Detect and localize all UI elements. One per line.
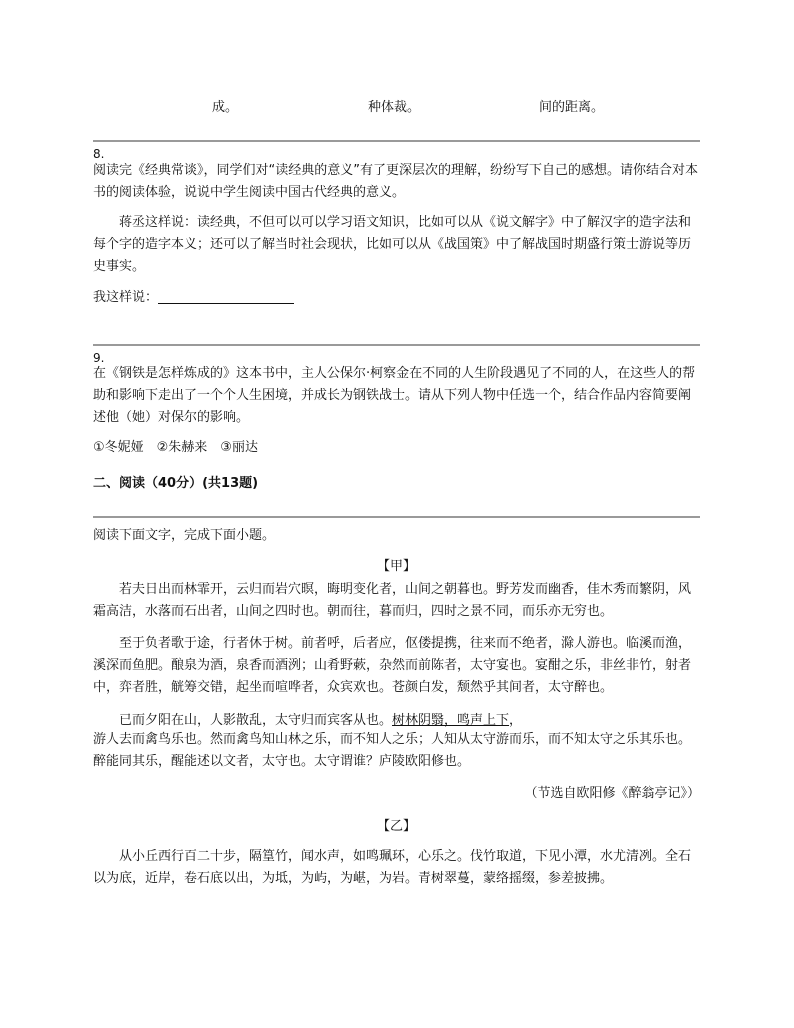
passage-jia-title: 【甲】 — [376, 559, 416, 574]
paragraph-3-comma: ， — [509, 713, 523, 728]
passage-jia-paragraph-3-rest: 游人去而禽鸟乐也。然而禽鸟知山林之乐，而不知人之乐；人知从太守游而乐，而不知太守之乐其乐也。醉能同其乐，醒能述以文者，太守也。太守谓谁？庐陵欧阳修也。 — [93, 732, 692, 769]
section-heading: 二、阅读（40分）(共13题) — [93, 476, 259, 491]
question-9-number: 9. — [93, 351, 105, 365]
passage-jia-paragraph-3-line-1 — [119, 709, 522, 728]
paragraph-3-start: 已而夕阳在山，人影散乱，太守归而宾客从也。 — [119, 713, 393, 728]
answer-label: 我这样说： — [93, 290, 159, 305]
passage-yi-paragraph-1: 从小丘西行百二十步，隔篁竹，闻水声，如鸣珮环，心乐之。伐竹取道，下见小潭，水尤清冽。全石以为底，近岸，卷石底以出，为坻，为屿，为嵁，为岩。青树翠蔓，蒙络摇缀，参差披拂。 — [93, 849, 692, 886]
divider — [93, 516, 700, 518]
reading-instruction: 阅读下面文字，完成下面小题。 — [93, 528, 276, 543]
top-fragment-2: 种体裁。 — [368, 100, 421, 115]
question-8-number: 8. — [93, 147, 105, 161]
answer-blank[interactable] — [158, 289, 294, 304]
divider — [93, 344, 700, 346]
question-9-options: ①冬妮娅 ②朱赫来 ③丽达 — [93, 440, 258, 455]
passage-yi-title: 【乙】 — [376, 819, 416, 834]
question-8-prompt: 阅读完《经典常谈》，同学们对“读经典的意义”有了更深层次的理解，纷纷写下自己的感想。请你结合对本书的阅读体验，说说中学生阅读中国古代经典的意义。 — [93, 163, 698, 200]
passage-jia-source: （节选自欧阳修《醉翁亭记》） — [524, 786, 700, 801]
top-fragment-1: 成。 — [212, 100, 239, 115]
top-fragment-3: 间的距离。 — [539, 100, 605, 115]
divider — [93, 140, 700, 142]
underlined-phrase: 树林阴翳，鸣声上下 — [392, 713, 510, 728]
question-9-prompt: 在《钢铁是怎样炼成的》这本书中，主人公保尔·柯察金在不同的人生阶段遇见了不同的人，在这些人的帮助和影响下走出了一个个人生困境，并成长为钢铁战士。请从下列人物中任选一个，结合作品内容简要阐述他（她）对保尔的影响。 — [93, 366, 696, 425]
question-8-example: 蒋丞这样说：读经典，不但可以可以学习语文知识，比如可以从《说文解字》中了解汉字的造字法和每个字的造字本义；还可以了解当时社会现状，比如可以从《战国策》中了解战国时期盛行策士游说等历史事实。 — [93, 215, 692, 274]
question-8-answer-line — [93, 286, 294, 305]
passage-jia-paragraph-2: 至于负者歌于途，行者休于树。前者呼，后者应，伛偻提携，往来而不绝者，滁人游也。临溪而渔，溪深而鱼肥。酿泉为酒，泉香而酒洌；山肴野蔌，杂然而前陈者，太守宴也。宴酣之乐，非丝非竹，射者中，弈者胜，觥筹交错，起坐而喧哗者，众宾欢也。苍颜白发，颓然乎其间者，太守醉也。 — [93, 636, 692, 695]
passage-jia-paragraph-1: 若夫日出而林霏开，云归而岩穴暝，晦明变化者，山间之朝暮也。野芳发而幽香，佳木秀而繁阴，风霜高洁，水落而石出者，山间之四时也。朝而往，暮而归，四时之景不同，而乐亦无穷也。 — [93, 582, 692, 619]
